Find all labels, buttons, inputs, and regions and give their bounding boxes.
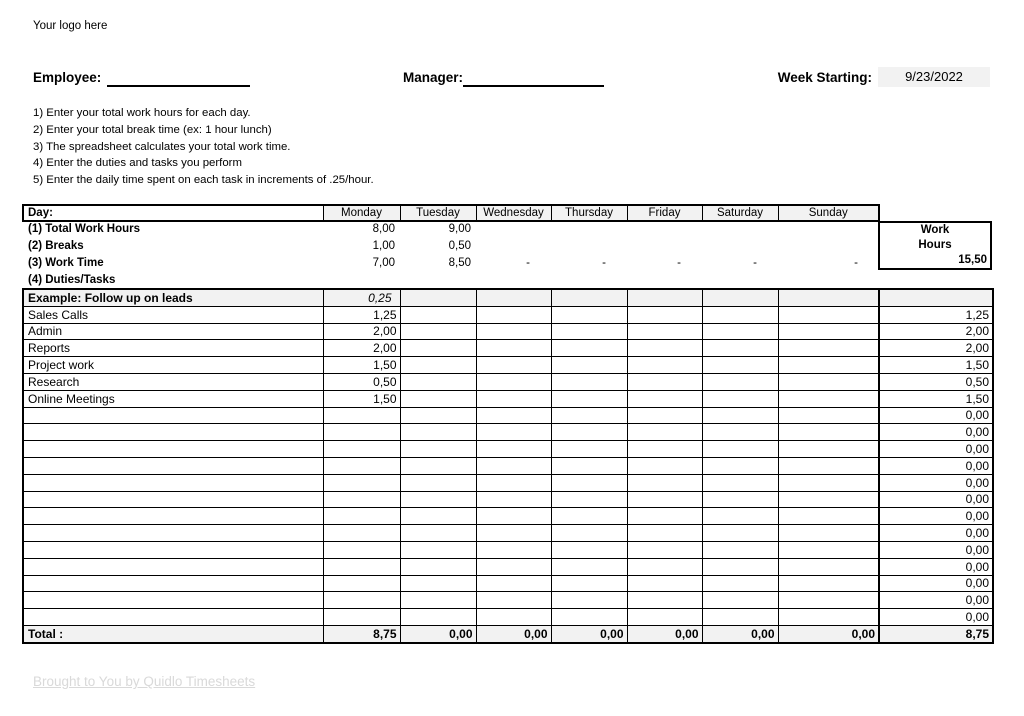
summary-row-3 [22, 255, 878, 272]
task-row [23, 373, 993, 390]
cell-saturday[interactable] [702, 575, 778, 592]
work-hours-cell: 0,00 [879, 592, 993, 609]
summary-row-label: (2) Breaks [28, 240, 84, 253]
task-label-cell[interactable]: Example: Follow up on leads [23, 289, 323, 306]
cell-saturday[interactable] [702, 525, 778, 542]
cell-saturday[interactable] [702, 373, 778, 390]
cell-saturday[interactable] [702, 558, 778, 575]
summary-row-4 [22, 271, 878, 288]
task-label-cell[interactable]: Total : [23, 625, 323, 642]
cell-wednesday[interactable] [476, 558, 551, 575]
cell-friday[interactable] [627, 525, 702, 542]
example-task-row [23, 289, 993, 306]
manager-field [403, 69, 604, 87]
cell-saturday[interactable] [702, 541, 778, 558]
cell-friday[interactable] [627, 541, 702, 558]
summary-cell-friday[interactable]: - [677, 256, 681, 269]
cell-sunday[interactable] [778, 323, 879, 340]
cell-wednesday[interactable] [476, 306, 551, 323]
summary-row-2 [22, 238, 878, 255]
cell-tuesday[interactable]: 0,00 [400, 625, 476, 642]
cell-wednesday[interactable] [476, 441, 551, 458]
cell-friday[interactable]: 0,00 [627, 625, 702, 642]
cell-sunday[interactable] [778, 340, 879, 357]
task-row [23, 407, 993, 424]
cell-thursday[interactable]: 0,00 [551, 625, 627, 642]
day-header-sunday: Sunday [778, 205, 879, 221]
cell-thursday[interactable] [551, 357, 627, 374]
cell-friday[interactable] [627, 457, 702, 474]
summary-section [22, 221, 878, 288]
work-hours-cell: 0,00 [879, 525, 993, 542]
task-label-cell[interactable] [23, 609, 323, 626]
task-row [23, 390, 993, 407]
cell-thursday[interactable] [551, 525, 627, 542]
cell-monday[interactable] [323, 609, 400, 626]
cell-monday[interactable] [323, 541, 400, 558]
cell-monday[interactable]: 8,75 [323, 625, 400, 642]
summary-cell-monday[interactable]: 1,00 [372, 240, 395, 253]
cell-tuesday[interactable] [400, 592, 476, 609]
cell-tuesday[interactable] [400, 558, 476, 575]
cell-tuesday[interactable] [400, 525, 476, 542]
work-hours-cell: 0,00 [879, 508, 993, 525]
cell-monday[interactable]: 1,25 [323, 306, 400, 323]
task-label-cell[interactable] [23, 441, 323, 458]
cell-wednesday[interactable] [476, 541, 551, 558]
cell-thursday[interactable] [551, 373, 627, 390]
cell-sunday[interactable] [778, 491, 879, 508]
cell-sunday[interactable] [778, 508, 879, 525]
cell-friday[interactable] [627, 558, 702, 575]
instruction-line-1: 1) Enter your total work hours for each day. [33, 107, 251, 119]
work-hours-cell: 0,00 [879, 474, 993, 491]
day-header-thursday: Thursday [551, 205, 627, 221]
cell-wednesday[interactable] [476, 289, 551, 306]
cell-thursday[interactable] [551, 558, 627, 575]
timesheet-grid [22, 288, 994, 644]
task-row [23, 357, 993, 374]
cell-saturday[interactable] [702, 457, 778, 474]
cell-monday[interactable] [323, 508, 400, 525]
total-row [23, 625, 993, 642]
cell-tuesday[interactable] [400, 390, 476, 407]
cell-friday[interactable] [627, 609, 702, 626]
work-hours-cell: 1,50 [879, 357, 993, 374]
task-row [23, 508, 993, 525]
cell-friday[interactable] [627, 306, 702, 323]
work-hours-cell: 0,00 [879, 609, 993, 626]
summary-cell-thursday[interactable]: - [602, 256, 606, 269]
cell-wednesday[interactable] [476, 508, 551, 525]
cell-wednesday[interactable] [476, 390, 551, 407]
cell-saturday[interactable] [702, 357, 778, 374]
instruction-line-5: 5) Enter the daily time spent on each task in increments of .25/hour. [33, 174, 374, 187]
work-hours-total-value: 15,50 [958, 254, 987, 266]
cell-friday[interactable] [627, 491, 702, 508]
summary-cell-saturday[interactable]: - [753, 256, 757, 269]
work-hours-cell: 8,75 [879, 625, 993, 642]
cell-friday[interactable] [627, 592, 702, 609]
cell-friday[interactable] [627, 424, 702, 441]
cell-sunday[interactable]: 0,00 [778, 625, 879, 642]
cell-thursday[interactable] [551, 390, 627, 407]
task-row [23, 424, 993, 441]
work-hours-cell: 0,00 [879, 441, 993, 458]
cell-saturday[interactable] [702, 474, 778, 491]
cell-saturday[interactable] [702, 424, 778, 441]
cell-thursday[interactable] [551, 609, 627, 626]
cell-thursday[interactable] [551, 508, 627, 525]
task-row [23, 323, 993, 340]
cell-friday[interactable] [627, 390, 702, 407]
cell-tuesday[interactable] [400, 306, 476, 323]
day-header-tuesday: Tuesday [400, 205, 476, 221]
task-row [23, 441, 993, 458]
task-row [23, 306, 993, 323]
manager-label: Manager: [403, 70, 464, 85]
summary-row-label: (4) Duties/Tasks [28, 273, 116, 286]
cell-friday[interactable] [627, 508, 702, 525]
cell-tuesday[interactable] [400, 508, 476, 525]
work-hours-title-line2: Hours [918, 239, 952, 251]
cell-tuesday[interactable] [400, 457, 476, 474]
work-hours-cell: 0,00 [879, 424, 993, 441]
cell-thursday[interactable] [551, 457, 627, 474]
cell-sunday[interactable] [778, 541, 879, 558]
task-row [23, 558, 993, 575]
cell-sunday[interactable] [778, 609, 879, 626]
cell-thursday[interactable] [551, 441, 627, 458]
cell-thursday[interactable] [551, 289, 627, 306]
cell-sunday[interactable] [778, 357, 879, 374]
cell-saturday[interactable] [702, 340, 778, 357]
work-hours-cell: 1,25 [879, 306, 993, 323]
cell-wednesday[interactable]: 0,00 [476, 625, 551, 642]
cell-monday[interactable] [323, 441, 400, 458]
summary-cell-sunday[interactable]: - [854, 256, 858, 269]
cell-sunday[interactable] [778, 390, 879, 407]
work-hours-cell: 2,00 [879, 323, 993, 340]
cell-saturday[interactable] [702, 323, 778, 340]
cell-friday[interactable] [627, 373, 702, 390]
work-hours-cell [879, 289, 993, 306]
day-header-row [22, 204, 880, 222]
task-label-cell[interactable] [23, 592, 323, 609]
cell-tuesday[interactable] [400, 373, 476, 390]
cell-wednesday[interactable] [476, 323, 551, 340]
day-column-label: Day: [23, 205, 323, 221]
cell-thursday[interactable] [551, 407, 627, 424]
cell-wednesday[interactable] [476, 609, 551, 626]
task-label-cell[interactable]: Research [23, 373, 323, 390]
cell-friday[interactable] [627, 323, 702, 340]
task-label-cell[interactable] [23, 525, 323, 542]
cell-tuesday[interactable] [400, 289, 476, 306]
task-label-cell[interactable] [23, 558, 323, 575]
cell-tuesday[interactable] [400, 407, 476, 424]
cell-saturday[interactable] [702, 390, 778, 407]
cell-wednesday[interactable] [476, 340, 551, 357]
cell-wednesday[interactable] [476, 491, 551, 508]
work-hours-cell: 0,00 [879, 407, 993, 424]
cell-wednesday[interactable] [476, 357, 551, 374]
task-label-cell[interactable]: Sales Calls [23, 306, 323, 323]
task-row [23, 474, 993, 491]
cell-wednesday[interactable] [476, 424, 551, 441]
cell-monday[interactable]: 2,00 [323, 323, 400, 340]
day-header-friday: Friday [627, 205, 702, 221]
task-row [23, 340, 993, 357]
cell-friday[interactable] [627, 474, 702, 491]
employee-fill-line[interactable] [107, 71, 250, 87]
cell-monday[interactable]: 2,00 [323, 340, 400, 357]
cell-saturday[interactable] [702, 407, 778, 424]
cell-wednesday[interactable] [476, 407, 551, 424]
cell-thursday[interactable] [551, 541, 627, 558]
cell-friday[interactable] [627, 357, 702, 374]
cell-monday[interactable] [323, 491, 400, 508]
cell-sunday[interactable] [778, 289, 879, 306]
cell-sunday[interactable] [778, 575, 879, 592]
summary-row-1 [22, 221, 878, 238]
cell-sunday[interactable] [778, 457, 879, 474]
cell-thursday[interactable] [551, 424, 627, 441]
cell-tuesday[interactable] [400, 357, 476, 374]
task-row [23, 609, 993, 626]
summary-cell-wednesday[interactable]: - [526, 256, 530, 269]
summary-row-label: (3) Work Time [28, 256, 104, 269]
task-label-cell[interactable] [23, 491, 323, 508]
task-row [23, 592, 993, 609]
task-label-cell[interactable] [23, 407, 323, 424]
cell-thursday[interactable] [551, 340, 627, 357]
cell-wednesday[interactable] [476, 575, 551, 592]
cell-monday[interactable]: 0,25 [323, 289, 400, 306]
task-row [23, 457, 993, 474]
brand-footer-link[interactable]: Brought to You by Quidlo Timesheets [33, 674, 256, 689]
cell-thursday[interactable] [551, 491, 627, 508]
cell-monday[interactable] [323, 457, 400, 474]
cell-saturday[interactable] [702, 609, 778, 626]
day-header-wednesday: Wednesday [476, 205, 551, 221]
work-hours-cell: 0,00 [879, 457, 993, 474]
cell-thursday[interactable] [551, 323, 627, 340]
cell-monday[interactable]: 0,50 [323, 373, 400, 390]
day-header-saturday: Saturday [702, 205, 778, 221]
cell-tuesday[interactable] [400, 441, 476, 458]
day-header-monday: Monday [323, 205, 400, 221]
week-starting-value[interactable]: 9/23/2022 [878, 67, 990, 87]
cell-saturday[interactable] [702, 491, 778, 508]
cell-sunday[interactable] [778, 441, 879, 458]
cell-saturday[interactable] [702, 306, 778, 323]
cell-saturday[interactable]: 0,00 [702, 625, 778, 642]
summary-row-label: (1) Total Work Hours [28, 223, 141, 236]
cell-tuesday[interactable] [400, 491, 476, 508]
task-label-cell[interactable] [23, 541, 323, 558]
cell-tuesday[interactable] [400, 424, 476, 441]
cell-tuesday[interactable] [400, 541, 476, 558]
cell-sunday[interactable] [778, 306, 879, 323]
task-label-cell[interactable] [23, 474, 323, 491]
cell-saturday[interactable] [702, 441, 778, 458]
cell-sunday[interactable] [778, 407, 879, 424]
task-row [23, 491, 993, 508]
cell-thursday[interactable] [551, 306, 627, 323]
cell-thursday[interactable] [551, 575, 627, 592]
cell-friday[interactable] [627, 441, 702, 458]
task-label-cell[interactable]: Online Meetings [23, 390, 323, 407]
cell-monday[interactable] [323, 592, 400, 609]
cell-monday[interactable] [323, 558, 400, 575]
employee-label: Employee: [33, 70, 102, 85]
task-label-cell[interactable] [23, 575, 323, 592]
cell-sunday[interactable] [778, 592, 879, 609]
cell-monday[interactable] [323, 407, 400, 424]
instruction-line-4: 4) Enter the duties and tasks you perform [33, 157, 242, 170]
task-label-cell[interactable] [23, 424, 323, 441]
task-row [23, 575, 993, 592]
task-label-cell[interactable] [23, 508, 323, 525]
cell-saturday[interactable] [702, 289, 778, 306]
cell-friday[interactable] [627, 575, 702, 592]
cell-sunday[interactable] [778, 525, 879, 542]
work-hours-cell: 1,50 [879, 390, 993, 407]
work-hours-cell: 0,50 [879, 373, 993, 390]
cell-monday[interactable] [323, 424, 400, 441]
cell-thursday[interactable] [551, 592, 627, 609]
cell-monday[interactable]: 1,50 [323, 390, 400, 407]
cell-friday[interactable] [627, 289, 702, 306]
cell-wednesday[interactable] [476, 592, 551, 609]
work-hours-cell: 0,00 [879, 541, 993, 558]
work-hours-total-box [878, 221, 992, 270]
task-label-cell[interactable]: Admin [23, 323, 323, 340]
cell-sunday[interactable] [778, 373, 879, 390]
work-hours-cell: 2,00 [879, 340, 993, 357]
task-label-cell[interactable]: Project work [23, 357, 323, 374]
logo-placeholder-text: Your logo here [33, 20, 108, 32]
summary-cell-monday[interactable]: 8,00 [372, 223, 395, 236]
cell-tuesday[interactable] [400, 609, 476, 626]
manager-fill-line[interactable] [463, 71, 604, 87]
cell-tuesday[interactable] [400, 323, 476, 340]
cell-wednesday[interactable] [476, 373, 551, 390]
cell-sunday[interactable] [778, 474, 879, 491]
cell-wednesday[interactable] [476, 525, 551, 542]
cell-monday[interactable]: 1,50 [323, 357, 400, 374]
cell-monday[interactable] [323, 575, 400, 592]
cell-tuesday[interactable] [400, 340, 476, 357]
task-label-cell[interactable]: Reports [23, 340, 323, 357]
task-row [23, 525, 993, 542]
summary-cell-tuesday[interactable]: 9,00 [448, 223, 471, 236]
work-hours-cell: 0,00 [879, 575, 993, 592]
work-hours-title-line1: Work [920, 224, 950, 236]
cell-wednesday[interactable] [476, 457, 551, 474]
cell-saturday[interactable] [702, 592, 778, 609]
week-starting-label: Week Starting: [777, 70, 872, 85]
summary-cell-tuesday[interactable]: 0,50 [448, 240, 471, 253]
summary-cell-tuesday[interactable]: 8,50 [448, 256, 471, 269]
task-label-cell[interactable] [23, 457, 323, 474]
cell-sunday[interactable] [778, 558, 879, 575]
cell-sunday[interactable] [778, 424, 879, 441]
cell-tuesday[interactable] [400, 474, 476, 491]
cell-thursday[interactable] [551, 474, 627, 491]
cell-friday[interactable] [627, 340, 702, 357]
instruction-line-3: 3) The spreadsheet calculates your total work time. [33, 140, 291, 153]
employee-field [33, 69, 250, 87]
work-hours-cell: 0,00 [879, 491, 993, 508]
task-row [23, 541, 993, 558]
cell-monday[interactable] [323, 474, 400, 491]
instruction-line-2: 2) Enter your total break time (ex: 1 hour lunch) [33, 123, 272, 136]
cell-saturday[interactable] [702, 508, 778, 525]
cell-friday[interactable] [627, 407, 702, 424]
work-hours-cell: 0,00 [879, 558, 993, 575]
cell-monday[interactable] [323, 525, 400, 542]
instructions-list [33, 105, 374, 189]
summary-cell-monday[interactable]: 7,00 [372, 256, 395, 269]
cell-wednesday[interactable] [476, 474, 551, 491]
cell-tuesday[interactable] [400, 575, 476, 592]
